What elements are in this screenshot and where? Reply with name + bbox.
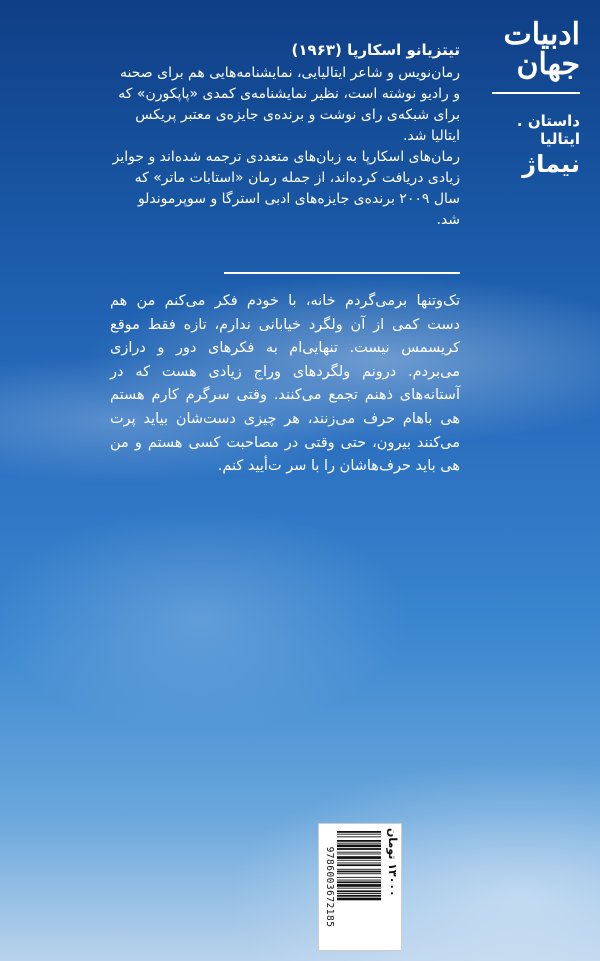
section-divider [224, 272, 460, 274]
price-label [386, 828, 399, 946]
author-bio [110, 40, 460, 231]
barcode-icon [337, 830, 381, 942]
logo-divider [492, 92, 580, 94]
author-bio-paragraph: رمان‌نویس و شاعر ایتالیایی، نمایشنامه‌هایی هم برای صحنه و رادیو نوشته است، نظیر نمایشنامه‌ی کمدی «پاپکورن» که برای شبکه‌ی رای نوشت و برنده‌ی جایزه‌ی معتبر پریکس ایتالیا شد. [118, 65, 460, 144]
barcode-label [318, 823, 402, 951]
series-logo-line2: جهان [516, 47, 580, 82]
author-bio-paragraph: رمان‌های اسکارپا به زبان‌های متعددی ترجمه شده‌اند و جوایز زیادی دریافت کرده‌اند، از جمله رمان «استابات ماتر» که سال ۲۰۰۹ برنده‌ی جایزه‌های ادبی استرگا و سوپرموندلو شد. [112, 149, 460, 228]
series-logo-line1: ادبیات [503, 17, 580, 52]
isbn-number: 9786003672185 [324, 846, 335, 928]
price-value: ۱۳۰۰۰ [386, 863, 399, 897]
series-logo [484, 17, 580, 82]
price-unit: تومان [386, 828, 399, 860]
category-label: داستان . ایتالیا [516, 112, 580, 148]
publisher-logo: نیماژ [522, 150, 580, 178]
author-name: تیتزیانو اسکارپا (۱۹۶۳) [291, 41, 460, 59]
book-excerpt: تک‌وتنها برمی‌گردم خانه، با خودم فکر می‌کنم من هم دست کمی از آن ولگرد خیابانی ندارم، تازه فقط موقع کریسمس نیست. تنهایی‌ام به فکرهای دور و درازی می‌بردم. درونم ولگردهای وراج زیادی هست که در آستانه‌های ذهنم تجمع می‌کنند. وقتی سرگرم کارم هستم هی باهام حرف می‌زنند، هر چیزی دست‌شان بیاید پرت می‌کنند بیرون، حتی وقتی در مصاحبت کسی هستم و من هی باید حرف‌هاشان را با سر ت‌أیید کنم. [110, 293, 460, 475]
barcode-rotated-group [319, 824, 401, 950]
